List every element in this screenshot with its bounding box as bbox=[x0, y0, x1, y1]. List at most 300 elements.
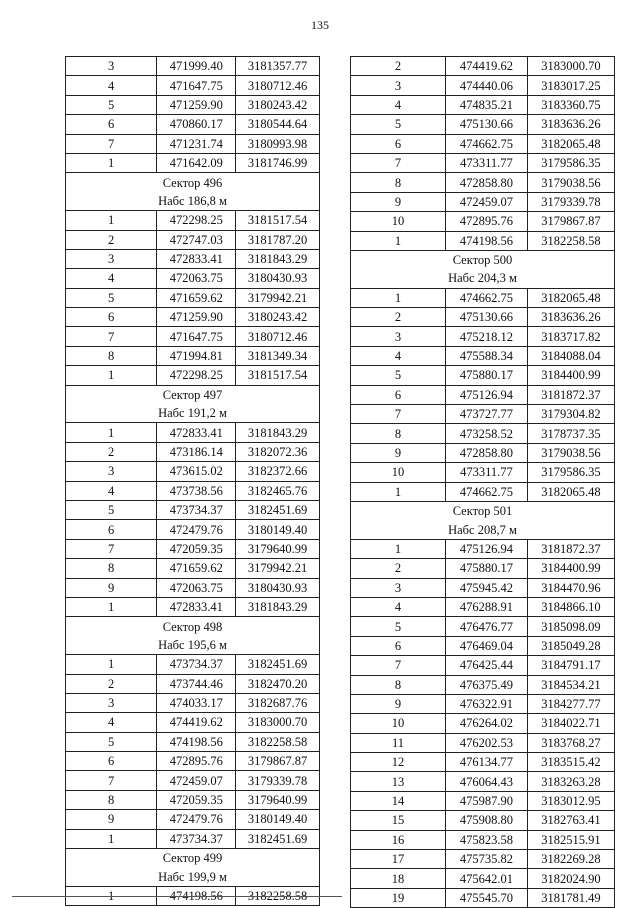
point-number-cell: 3 bbox=[351, 76, 446, 95]
point-number-cell: 10 bbox=[351, 212, 446, 231]
sector-height-row bbox=[351, 520, 615, 539]
table-row bbox=[351, 308, 615, 327]
y-coordinate-cell: 3182515.91 bbox=[527, 830, 614, 849]
point-number-cell: 9 bbox=[351, 192, 446, 211]
table-row bbox=[66, 57, 320, 76]
y-coordinate-cell: 3182065.48 bbox=[527, 134, 614, 153]
y-coordinate-cell: 3181517.54 bbox=[236, 211, 320, 230]
x-coordinate-cell: 471999.40 bbox=[157, 57, 236, 76]
point-number-cell: 5 bbox=[66, 500, 157, 519]
x-coordinate-cell: 475880.17 bbox=[445, 366, 527, 385]
point-number-cell: 4 bbox=[66, 481, 157, 500]
point-number-cell: 8 bbox=[66, 346, 157, 365]
y-coordinate-cell: 3182451.69 bbox=[236, 829, 320, 848]
point-number-cell: 1 bbox=[66, 211, 157, 230]
x-coordinate-cell: 475545.70 bbox=[445, 888, 527, 907]
y-coordinate-cell: 3183636.26 bbox=[527, 308, 614, 327]
table-row bbox=[351, 733, 615, 752]
x-coordinate-cell: 473734.37 bbox=[157, 500, 236, 519]
point-number-cell: 7 bbox=[351, 405, 446, 424]
y-coordinate-cell: 3185049.28 bbox=[527, 636, 614, 655]
y-coordinate-cell: 3179339.78 bbox=[527, 192, 614, 211]
sector-title: Сектор 496 bbox=[66, 173, 320, 192]
point-number-cell: 6 bbox=[351, 134, 446, 153]
table-row bbox=[351, 811, 615, 830]
table-row bbox=[351, 636, 615, 655]
point-number-cell: 5 bbox=[66, 732, 157, 751]
x-coordinate-cell: 471647.75 bbox=[157, 76, 236, 95]
sector-height-row bbox=[66, 192, 320, 211]
y-coordinate-cell: 3182465.76 bbox=[236, 481, 320, 500]
table-row bbox=[351, 173, 615, 192]
table-row bbox=[351, 95, 615, 114]
x-coordinate-cell: 472063.75 bbox=[157, 578, 236, 597]
table-row bbox=[66, 559, 320, 578]
y-coordinate-cell: 3179640.99 bbox=[236, 539, 320, 558]
left-coordinates-table-container bbox=[65, 56, 320, 906]
point-number-cell: 6 bbox=[351, 385, 446, 404]
y-coordinate-cell: 3183000.70 bbox=[527, 57, 614, 76]
x-coordinate-cell: 476134.77 bbox=[445, 753, 527, 772]
y-coordinate-cell: 3182470.20 bbox=[236, 674, 320, 693]
point-number-cell: 7 bbox=[66, 134, 157, 153]
table-row bbox=[351, 212, 615, 231]
table-row bbox=[66, 500, 320, 519]
table-row bbox=[351, 366, 615, 385]
x-coordinate-cell: 473615.02 bbox=[157, 462, 236, 481]
x-coordinate-cell: 476469.04 bbox=[445, 636, 527, 655]
x-coordinate-cell: 473744.46 bbox=[157, 674, 236, 693]
point-number-cell: 6 bbox=[66, 752, 157, 771]
x-coordinate-cell: 474835.21 bbox=[445, 95, 527, 114]
x-coordinate-cell: 472895.76 bbox=[157, 752, 236, 771]
table-row bbox=[66, 249, 320, 268]
table-row bbox=[351, 791, 615, 810]
sector-height: Набс 199,9 м bbox=[66, 867, 320, 886]
table-row bbox=[351, 327, 615, 346]
point-number-cell: 7 bbox=[66, 327, 157, 346]
sector-title: Сектор 499 bbox=[66, 849, 320, 868]
right-coordinates-table-container bbox=[350, 56, 615, 908]
x-coordinate-cell: 473186.14 bbox=[157, 442, 236, 461]
y-coordinate-cell: 3180149.40 bbox=[236, 520, 320, 539]
x-coordinate-cell: 471659.62 bbox=[157, 559, 236, 578]
table-row bbox=[66, 810, 320, 829]
point-number-cell: 4 bbox=[351, 346, 446, 365]
table-row bbox=[66, 230, 320, 249]
y-coordinate-cell: 3183515.42 bbox=[527, 753, 614, 772]
point-number-cell: 1 bbox=[66, 597, 157, 616]
table-row bbox=[66, 153, 320, 172]
sector-height-row bbox=[66, 636, 320, 655]
sector-height-row bbox=[66, 404, 320, 423]
x-coordinate-cell: 474033.17 bbox=[157, 693, 236, 712]
footer-rule bbox=[12, 896, 342, 897]
x-coordinate-cell: 473311.77 bbox=[445, 153, 527, 172]
table-row bbox=[66, 95, 320, 114]
table-row bbox=[66, 655, 320, 674]
x-coordinate-cell: 473738.56 bbox=[157, 481, 236, 500]
table-row bbox=[351, 656, 615, 675]
y-coordinate-cell: 3183636.26 bbox=[527, 115, 614, 134]
y-coordinate-cell: 3182258.58 bbox=[236, 886, 320, 905]
page-number: 135 bbox=[311, 18, 329, 32]
y-coordinate-cell: 3184866.10 bbox=[527, 597, 614, 616]
x-coordinate-cell: 476375.49 bbox=[445, 675, 527, 694]
sector-header-row bbox=[351, 501, 615, 520]
y-coordinate-cell: 3183360.75 bbox=[527, 95, 614, 114]
x-coordinate-cell: 475130.66 bbox=[445, 308, 527, 327]
y-coordinate-cell: 3182372.66 bbox=[236, 462, 320, 481]
point-number-cell: 3 bbox=[351, 578, 446, 597]
x-coordinate-cell: 475642.01 bbox=[445, 869, 527, 888]
point-number-cell: 8 bbox=[351, 675, 446, 694]
x-coordinate-cell: 474419.62 bbox=[157, 713, 236, 732]
x-coordinate-cell: 471647.75 bbox=[157, 327, 236, 346]
table-row bbox=[66, 366, 320, 385]
point-number-cell: 1 bbox=[66, 153, 157, 172]
point-number-cell: 13 bbox=[351, 772, 446, 791]
y-coordinate-cell: 3179038.56 bbox=[527, 443, 614, 462]
y-coordinate-cell: 3179586.35 bbox=[527, 153, 614, 172]
x-coordinate-cell: 471642.09 bbox=[157, 153, 236, 172]
y-coordinate-cell: 3179640.99 bbox=[236, 790, 320, 809]
table-row bbox=[351, 869, 615, 888]
x-coordinate-cell: 474440.06 bbox=[445, 76, 527, 95]
y-coordinate-cell: 3180430.93 bbox=[236, 578, 320, 597]
point-number-cell: 6 bbox=[351, 636, 446, 655]
table-row bbox=[66, 520, 320, 539]
table-row bbox=[66, 771, 320, 790]
table-row bbox=[66, 597, 320, 616]
y-coordinate-cell: 3178737.35 bbox=[527, 424, 614, 443]
table-row bbox=[351, 617, 615, 636]
point-number-cell: 14 bbox=[351, 791, 446, 810]
table-row bbox=[351, 443, 615, 462]
sector-header-row bbox=[66, 849, 320, 868]
x-coordinate-cell: 474198.56 bbox=[157, 732, 236, 751]
y-coordinate-cell: 3181746.99 bbox=[236, 153, 320, 172]
x-coordinate-cell: 472063.75 bbox=[157, 269, 236, 288]
x-coordinate-cell: 471259.90 bbox=[157, 308, 236, 327]
x-coordinate-cell: 471259.90 bbox=[157, 95, 236, 114]
point-number-cell: 15 bbox=[351, 811, 446, 830]
point-number-cell: 1 bbox=[351, 482, 446, 501]
point-number-cell: 8 bbox=[66, 790, 157, 809]
right-coordinates-table bbox=[350, 56, 615, 908]
point-number-cell: 9 bbox=[351, 443, 446, 462]
table-row bbox=[351, 153, 615, 172]
y-coordinate-cell: 3182269.28 bbox=[527, 850, 614, 869]
x-coordinate-cell: 474198.56 bbox=[445, 231, 527, 250]
y-coordinate-cell: 3180149.40 bbox=[236, 810, 320, 829]
point-number-cell: 5 bbox=[351, 617, 446, 636]
y-coordinate-cell: 3183768.27 bbox=[527, 733, 614, 752]
x-coordinate-cell: 475126.94 bbox=[445, 385, 527, 404]
point-number-cell: 16 bbox=[351, 830, 446, 849]
table-row bbox=[351, 385, 615, 404]
table-row bbox=[66, 732, 320, 751]
x-coordinate-cell: 471994.81 bbox=[157, 346, 236, 365]
point-number-cell: 1 bbox=[351, 539, 446, 558]
table-row bbox=[351, 115, 615, 134]
x-coordinate-cell: 475880.17 bbox=[445, 559, 527, 578]
point-number-cell: 1 bbox=[66, 829, 157, 848]
y-coordinate-cell: 3181357.77 bbox=[236, 57, 320, 76]
sector-title: Сектор 497 bbox=[66, 385, 320, 404]
y-coordinate-cell: 3184791.17 bbox=[527, 656, 614, 675]
y-coordinate-cell: 3182451.69 bbox=[236, 500, 320, 519]
point-number-cell: 9 bbox=[66, 578, 157, 597]
x-coordinate-cell: 472459.07 bbox=[157, 771, 236, 790]
point-number-cell: 2 bbox=[351, 559, 446, 578]
y-coordinate-cell: 3179339.78 bbox=[236, 771, 320, 790]
x-coordinate-cell: 473258.52 bbox=[445, 424, 527, 443]
point-number-cell: 3 bbox=[351, 327, 446, 346]
x-coordinate-cell: 473734.37 bbox=[157, 655, 236, 674]
table-row bbox=[351, 830, 615, 849]
y-coordinate-cell: 3183012.95 bbox=[527, 791, 614, 810]
sector-title: Сектор 500 bbox=[351, 250, 615, 269]
point-number-cell: 3 bbox=[66, 57, 157, 76]
point-number-cell: 5 bbox=[66, 95, 157, 114]
point-number-cell: 6 bbox=[66, 115, 157, 134]
y-coordinate-cell: 3180243.42 bbox=[236, 95, 320, 114]
point-number-cell: 1 bbox=[351, 288, 446, 307]
y-coordinate-cell: 3182024.90 bbox=[527, 869, 614, 888]
point-number-cell: 2 bbox=[351, 308, 446, 327]
table-row bbox=[351, 405, 615, 424]
y-coordinate-cell: 3183000.70 bbox=[236, 713, 320, 732]
y-coordinate-cell: 3184088.04 bbox=[527, 346, 614, 365]
point-number-cell: 1 bbox=[66, 655, 157, 674]
point-number-cell: 4 bbox=[66, 269, 157, 288]
point-number-cell: 7 bbox=[351, 656, 446, 675]
table-row bbox=[351, 76, 615, 95]
x-coordinate-cell: 472833.41 bbox=[157, 423, 236, 442]
table-row bbox=[66, 442, 320, 461]
table-row bbox=[66, 423, 320, 442]
table-row bbox=[351, 288, 615, 307]
table-row bbox=[351, 192, 615, 211]
x-coordinate-cell: 470860.17 bbox=[157, 115, 236, 134]
table-row bbox=[66, 211, 320, 230]
y-coordinate-cell: 3179942.21 bbox=[236, 288, 320, 307]
x-coordinate-cell: 474662.75 bbox=[445, 482, 527, 501]
sector-title: Сектор 498 bbox=[66, 617, 320, 636]
point-number-cell: 1 bbox=[351, 231, 446, 250]
table-row bbox=[351, 134, 615, 153]
table-row bbox=[351, 753, 615, 772]
table-row bbox=[66, 76, 320, 95]
x-coordinate-cell: 476322.91 bbox=[445, 694, 527, 713]
table-row bbox=[66, 134, 320, 153]
point-number-cell: 4 bbox=[66, 713, 157, 732]
y-coordinate-cell: 3184534.21 bbox=[527, 675, 614, 694]
x-coordinate-cell: 474662.75 bbox=[445, 134, 527, 153]
table-row bbox=[66, 269, 320, 288]
sector-height: Набс 195,6 м bbox=[66, 636, 320, 655]
x-coordinate-cell: 473734.37 bbox=[157, 829, 236, 848]
x-coordinate-cell: 476202.53 bbox=[445, 733, 527, 752]
x-coordinate-cell: 471231.74 bbox=[157, 134, 236, 153]
table-row bbox=[351, 231, 615, 250]
point-number-cell: 4 bbox=[66, 76, 157, 95]
x-coordinate-cell: 471659.62 bbox=[157, 288, 236, 307]
table-row bbox=[66, 578, 320, 597]
y-coordinate-cell: 3181843.29 bbox=[236, 249, 320, 268]
y-coordinate-cell: 3182065.48 bbox=[527, 288, 614, 307]
sector-title: Сектор 501 bbox=[351, 501, 615, 520]
table-row bbox=[351, 850, 615, 869]
x-coordinate-cell: 476425.44 bbox=[445, 656, 527, 675]
y-coordinate-cell: 3181872.37 bbox=[527, 539, 614, 558]
y-coordinate-cell: 3181349.34 bbox=[236, 346, 320, 365]
table-row bbox=[66, 288, 320, 307]
point-number-cell: 8 bbox=[351, 173, 446, 192]
point-number-cell: 18 bbox=[351, 869, 446, 888]
sector-header-row bbox=[66, 173, 320, 192]
y-coordinate-cell: 3182065.48 bbox=[527, 482, 614, 501]
table-row bbox=[351, 714, 615, 733]
point-number-cell: 1 bbox=[66, 423, 157, 442]
table-row bbox=[66, 752, 320, 771]
table-row bbox=[351, 57, 615, 76]
y-coordinate-cell: 3180430.93 bbox=[236, 269, 320, 288]
table-row bbox=[351, 539, 615, 558]
table-row bbox=[66, 327, 320, 346]
x-coordinate-cell: 472858.80 bbox=[445, 173, 527, 192]
table-row bbox=[351, 346, 615, 365]
sector-height: Набс 186,8 м bbox=[66, 192, 320, 211]
x-coordinate-cell: 472833.41 bbox=[157, 249, 236, 268]
y-coordinate-cell: 3179867.87 bbox=[527, 212, 614, 231]
table-row bbox=[66, 308, 320, 327]
y-coordinate-cell: 3183263.28 bbox=[527, 772, 614, 791]
x-coordinate-cell: 476288.91 bbox=[445, 597, 527, 616]
table-row bbox=[66, 674, 320, 693]
y-coordinate-cell: 3184400.99 bbox=[527, 559, 614, 578]
x-coordinate-cell: 475823.58 bbox=[445, 830, 527, 849]
x-coordinate-cell: 475735.82 bbox=[445, 850, 527, 869]
table-row bbox=[66, 462, 320, 481]
y-coordinate-cell: 3184470.96 bbox=[527, 578, 614, 597]
point-number-cell: 2 bbox=[351, 57, 446, 76]
point-number-cell: 6 bbox=[66, 520, 157, 539]
point-number-cell: 5 bbox=[351, 366, 446, 385]
x-coordinate-cell: 472059.35 bbox=[157, 790, 236, 809]
y-coordinate-cell: 3179942.21 bbox=[236, 559, 320, 578]
sector-header-row bbox=[351, 250, 615, 269]
table-row bbox=[351, 578, 615, 597]
x-coordinate-cell: 472747.03 bbox=[157, 230, 236, 249]
y-coordinate-cell: 3184022.71 bbox=[527, 714, 614, 733]
point-number-cell: 2 bbox=[66, 674, 157, 693]
y-coordinate-cell: 3180712.46 bbox=[236, 76, 320, 95]
point-number-cell: 11 bbox=[351, 733, 446, 752]
y-coordinate-cell: 3182072.36 bbox=[236, 442, 320, 461]
point-number-cell: 2 bbox=[66, 442, 157, 461]
x-coordinate-cell: 474198.56 bbox=[157, 886, 236, 905]
table-row bbox=[66, 713, 320, 732]
table-row bbox=[351, 772, 615, 791]
x-coordinate-cell: 475126.94 bbox=[445, 539, 527, 558]
table-row bbox=[66, 539, 320, 558]
x-coordinate-cell: 476476.77 bbox=[445, 617, 527, 636]
y-coordinate-cell: 3180712.46 bbox=[236, 327, 320, 346]
point-number-cell: 3 bbox=[66, 462, 157, 481]
y-coordinate-cell: 3179304.82 bbox=[527, 405, 614, 424]
x-coordinate-cell: 475588.34 bbox=[445, 346, 527, 365]
point-number-cell: 7 bbox=[66, 771, 157, 790]
y-coordinate-cell: 3182451.69 bbox=[236, 655, 320, 674]
point-number-cell: 12 bbox=[351, 753, 446, 772]
x-coordinate-cell: 474419.62 bbox=[445, 57, 527, 76]
x-coordinate-cell: 472858.80 bbox=[445, 443, 527, 462]
x-coordinate-cell: 476064.43 bbox=[445, 772, 527, 791]
y-coordinate-cell: 3183017.25 bbox=[527, 76, 614, 95]
y-coordinate-cell: 3185098.09 bbox=[527, 617, 614, 636]
point-number-cell: 2 bbox=[66, 230, 157, 249]
table-row bbox=[351, 424, 615, 443]
point-number-cell: 1 bbox=[66, 886, 157, 905]
table-row bbox=[351, 559, 615, 578]
x-coordinate-cell: 472459.07 bbox=[445, 192, 527, 211]
table-row bbox=[351, 675, 615, 694]
table-row bbox=[66, 115, 320, 134]
table-row bbox=[351, 482, 615, 501]
table-row bbox=[66, 693, 320, 712]
x-coordinate-cell: 472833.41 bbox=[157, 597, 236, 616]
y-coordinate-cell: 3180544.64 bbox=[236, 115, 320, 134]
point-number-cell: 7 bbox=[66, 539, 157, 558]
y-coordinate-cell: 3181517.54 bbox=[236, 366, 320, 385]
y-coordinate-cell: 3180243.42 bbox=[236, 308, 320, 327]
x-coordinate-cell: 475987.90 bbox=[445, 791, 527, 810]
y-coordinate-cell: 3183717.82 bbox=[527, 327, 614, 346]
sector-height: Набс 208,7 м bbox=[351, 520, 615, 539]
point-number-cell: 6 bbox=[66, 308, 157, 327]
y-coordinate-cell: 3179586.35 bbox=[527, 463, 614, 482]
point-number-cell: 3 bbox=[66, 249, 157, 268]
point-number-cell: 8 bbox=[66, 559, 157, 578]
point-number-cell: 4 bbox=[351, 597, 446, 616]
y-coordinate-cell: 3181872.37 bbox=[527, 385, 614, 404]
point-number-cell: 10 bbox=[351, 714, 446, 733]
sector-header-row bbox=[66, 617, 320, 636]
x-coordinate-cell: 472479.76 bbox=[157, 810, 236, 829]
point-number-cell: 5 bbox=[351, 115, 446, 134]
point-number-cell: 9 bbox=[66, 810, 157, 829]
sector-height-row bbox=[351, 269, 615, 288]
x-coordinate-cell: 475945.42 bbox=[445, 578, 527, 597]
x-coordinate-cell: 475908.80 bbox=[445, 811, 527, 830]
table-row bbox=[351, 694, 615, 713]
x-coordinate-cell: 473727.77 bbox=[445, 405, 527, 424]
point-number-cell: 5 bbox=[66, 288, 157, 307]
point-number-cell: 4 bbox=[351, 95, 446, 114]
y-coordinate-cell: 3181787.20 bbox=[236, 230, 320, 249]
x-coordinate-cell: 473311.77 bbox=[445, 463, 527, 482]
sector-height: Набс 191,2 м bbox=[66, 404, 320, 423]
x-coordinate-cell: 472059.35 bbox=[157, 539, 236, 558]
point-number-cell: 1 bbox=[66, 366, 157, 385]
table-row bbox=[66, 481, 320, 500]
point-number-cell: 9 bbox=[351, 694, 446, 713]
y-coordinate-cell: 3180993.98 bbox=[236, 134, 320, 153]
point-number-cell: 19 bbox=[351, 888, 446, 907]
x-coordinate-cell: 475218.12 bbox=[445, 327, 527, 346]
